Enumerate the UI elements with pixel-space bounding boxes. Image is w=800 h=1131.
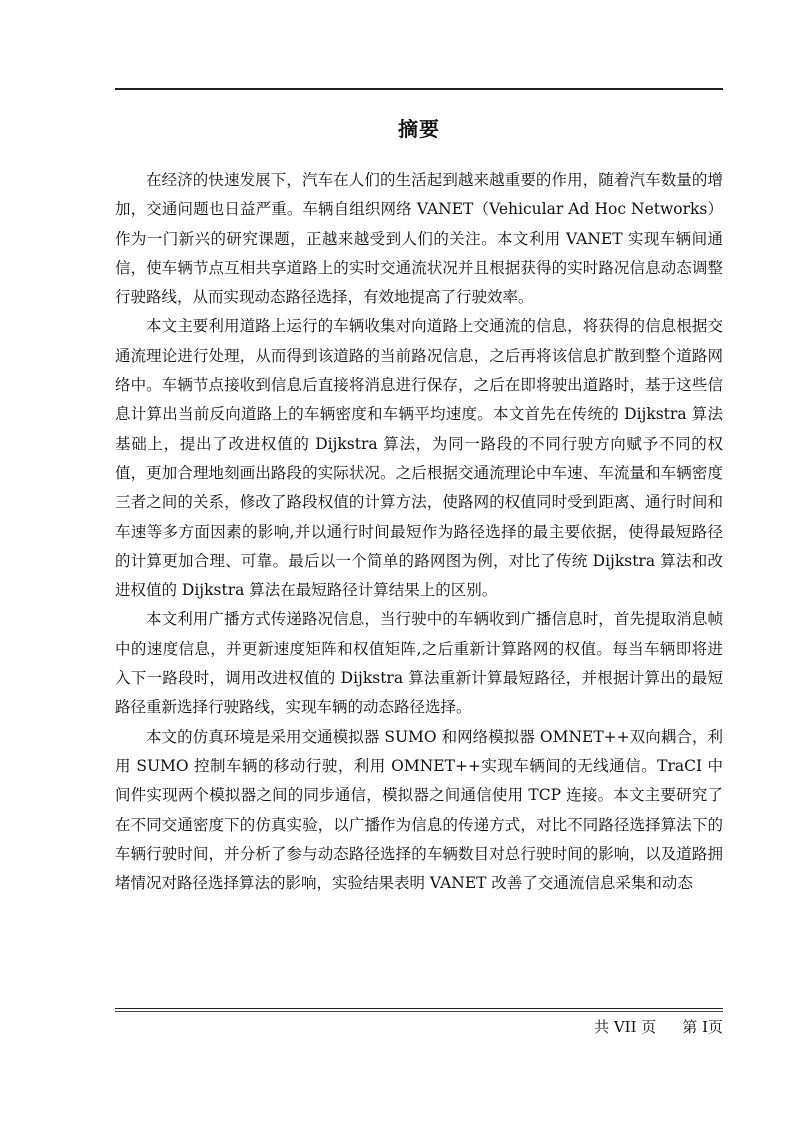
page-footer: [594, 1016, 723, 1037]
paragraph-4: 本文的仿真环境是采用交通模拟器 SUMO 和网络模拟器 OMNET++双向耦合，利用 SUMO 控制车辆的移动行驶，利用 OMNET++实现车辆间的无线通信。TraCI 中间件实现两个模拟器之间的同步通信，模拟器之间通信使用 TCP 连接。本文主要研究了在不同交通密度下的仿真实验，以广播作为信息的传递方式，对比不同路径选择算法下的车辆行驶时间，并分析了参与动态路径选择的车辆数目对总行驶时间的影响，以及道路拥堵情况对路径选择算法的影响，实验结果表明 VANET 改善了交通流信息采集和动态: [115, 727, 723, 893]
footer-rule: [115, 1008, 723, 1009]
total-pages: 共 VII 页: [594, 1018, 657, 1036]
header-rule: [115, 88, 723, 90]
paragraph-1: 在经济的快速发展下，汽车在人们的生活起到越来越重要的作用，随着汽车数量的增加，交通问题也日益严重。车辆自组织网络 VANET（Vehicular Ad Hoc Networks）作为一门新兴的研究课题，正越来越受到人们的关注。本文利用 VANET 实现车辆间通信，使车辆节点互相共享道路上的实时交通流状况并且根据获得的实时路况信息动态调整行驶路线，从而实现动态路径选择，有效地提高了行驶效率。: [115, 171, 723, 307]
paragraph-3: 本文利用广播方式传递路况信息，当行驶中的车辆收到广播信息时，首先提取消息帧中的速度信息，并更新速度矩阵和权值矩阵,之后重新计算路网的权值。每当车辆即将进入下一路段时，调用改进权值的 Dijkstra 算法重新计算最短路径，并根据计算出的最短路径重新选择行驶路线，实现车辆的动态路径选择。: [115, 610, 723, 717]
abstract-body: [115, 166, 723, 898]
current-page: 第 I页: [682, 1018, 723, 1036]
footer-rule-thin: [115, 1011, 723, 1012]
page-title: 摘要: [398, 117, 440, 141]
paragraph-2: 本文主要利用道路上运行的车辆收集对向道路上交通流的信息，将获得的信息根据交通流理论进行处理，从而得到该道路的当前路况信息，之后再将该信息扩散到整个道路网络中。车辆节点接收到信息后直接将消息进行保存，之后在即将驶出道路时，基于这些信息计算出当前反向道路上的车辆密度和车辆平均速度。本文首先在传统的 Dijkstra 算法基础上，提出了改进权值的 Dijkstra 算法，为同一路段的不同行驶方向赋予不同的权值，更加合理地刻画出路段的实际状况。之后根据交通流理论中车速、车流量和车辆密度三者之间的关系，修改了路段权值的计算方法，使路网的权值同时受到距离、通行时间和车速等多方面因素的影响,并以通行时间最短作为路径选择的最主要依据，使得最短路径的计算更加合理、可靠。最后以一个简单的路网图为例，对比了传统 Dijkstra 算法和改进权值的 Dijkstra 算法在最短路径计算结果上的区别。: [115, 317, 723, 600]
